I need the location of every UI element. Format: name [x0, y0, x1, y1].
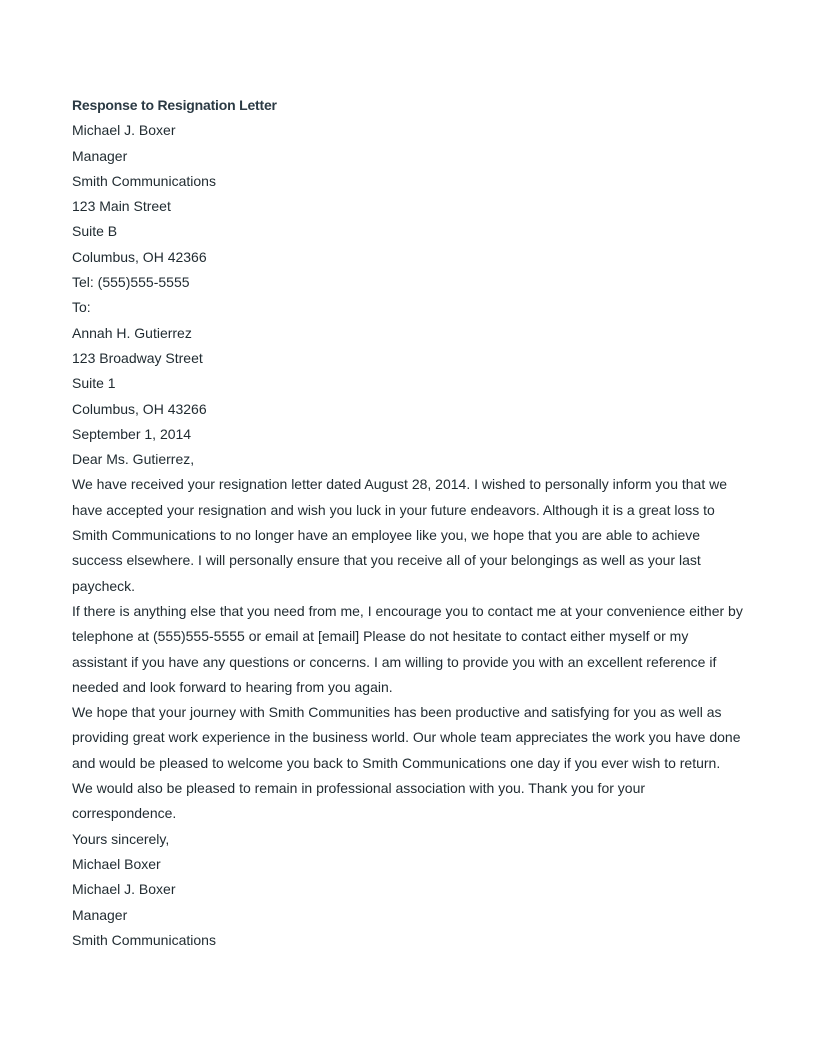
signature-name: Michael J. Boxer: [72, 881, 176, 898]
sender-street: 123 Main Street: [72, 198, 171, 215]
signature-position: Manager: [72, 906, 128, 923]
letter-title: Response to Resignation Letter: [72, 97, 277, 113]
signature-company: Smith Communications: [72, 931, 216, 948]
recipient-suite: Suite 1: [72, 375, 116, 392]
recipient-city: Columbus, OH 43266: [72, 400, 207, 417]
sender-name: Michael J. Boxer: [72, 122, 176, 139]
closing: Yours sincerely,: [72, 830, 170, 847]
letter-page: [72, 93, 744, 953]
to-label: To:: [72, 299, 91, 316]
sender-position: Manager: [72, 147, 128, 164]
sender-suite: Suite B: [72, 223, 118, 240]
sender-company: Smith Communications: [72, 172, 216, 189]
salutation: Dear Ms. Gutierrez,: [72, 451, 195, 468]
body-paragraph-1: We have received your resignation letter dated August 28, 2014. I wished to personally inform you that we have accepted your resignation and wish you luck in your future endeavors. Although it is a great loss to Smith Communications to no longer have an employee like you, we hope that you are able to achieve success elsewhere. I will personally ensure that you receive all of your belongings as well as your last paycheck.: [72, 476, 728, 594]
recipient-street: 123 Broadway Street: [72, 349, 203, 366]
body-paragraph-2: If there is anything else that you need from me, I encourage you to contact me at your convenience either by telephone at (555)555-5555 or email at [email] Please do not hesitate to contact either myself or my assistant if you have any questions or concerns. I am willing to provide you with an excellent reference if needed and look forward to hearing from you again.: [72, 602, 743, 695]
signature-signed-name: Michael Boxer: [72, 855, 161, 872]
recipient-name: Annah H. Gutierrez: [72, 324, 192, 341]
letter-date: September 1, 2014: [72, 425, 192, 442]
sender-tel: Tel: (555)555-5555: [72, 274, 190, 291]
sender-city: Columbus, OH 42366: [72, 248, 207, 265]
body-paragraph-3: We hope that your journey with Smith Communities has been productive and satisfying for you as well as providing great work experience in the business world. Our whole team appreciates the work you have done and would be pleased to welcome you back to Smith Communications one day if you ever wish to return. We would also be pleased to remain in professional association with you. Thank you for your correspondence.: [72, 704, 741, 822]
